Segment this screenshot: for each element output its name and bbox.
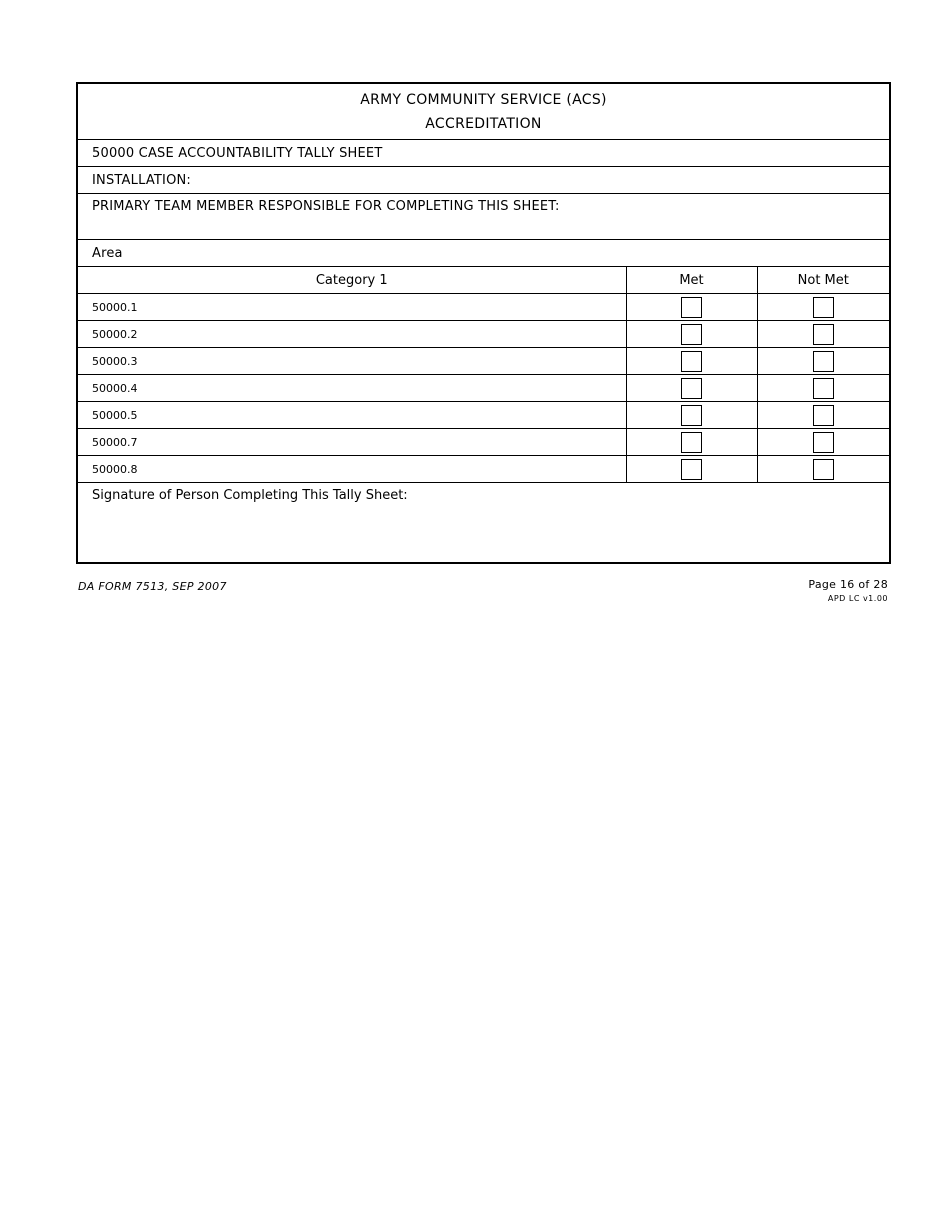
row-code: 50000.8 <box>78 456 626 483</box>
met-checkbox[interactable] <box>681 351 702 372</box>
not-met-checkbox[interactable] <box>813 459 834 480</box>
not-met-checkbox[interactable] <box>813 378 834 399</box>
met-checkbox[interactable] <box>681 297 702 318</box>
met-checkbox[interactable] <box>681 459 702 480</box>
row-code: 50000.3 <box>78 348 626 375</box>
area-label: Area <box>78 240 889 267</box>
met-checkbox[interactable] <box>681 324 702 345</box>
not-met-checkbox[interactable] <box>813 432 834 453</box>
form-subtitle: ACCREDITATION <box>425 115 542 132</box>
met-checkbox[interactable] <box>681 432 702 453</box>
table-row <box>78 294 889 321</box>
sheet-title: 50000 CASE ACCOUNTABILITY TALLY SHEET <box>78 140 889 167</box>
not-met-checkbox[interactable] <box>813 297 834 318</box>
table-row <box>78 429 889 456</box>
row-code: 50000.2 <box>78 321 626 348</box>
met-checkbox[interactable] <box>681 378 702 399</box>
form-header <box>78 84 889 140</box>
tally-sheet-form <box>76 82 891 564</box>
row-code: 50000.1 <box>78 294 626 321</box>
tally-table <box>78 84 889 562</box>
installation-field[interactable]: INSTALLATION: <box>78 167 889 194</box>
table-row <box>78 375 889 402</box>
category-column-header: Category 1 <box>78 267 626 294</box>
met-column-header: Met <box>626 267 757 294</box>
met-checkbox[interactable] <box>681 405 702 426</box>
table-row <box>78 321 889 348</box>
row-code: 50000.4 <box>78 375 626 402</box>
not-met-column-header: Not Met <box>757 267 889 294</box>
form-title: ARMY COMMUNITY SERVICE (ACS) <box>360 91 607 108</box>
footer-meta <box>808 578 888 603</box>
signature-field[interactable]: Signature of Person Completing This Tally Sheet: <box>78 483 889 562</box>
row-code: 50000.5 <box>78 402 626 429</box>
table-row <box>78 402 889 429</box>
table-row <box>78 348 889 375</box>
form-id: DA FORM 7513, SEP 2007 <box>78 580 227 593</box>
not-met-checkbox[interactable] <box>813 405 834 426</box>
version-label: APD LC v1.00 <box>827 594 888 603</box>
page-number: Page 16 of 28 <box>808 578 888 591</box>
row-code: 50000.7 <box>78 429 626 456</box>
not-met-checkbox[interactable] <box>813 351 834 372</box>
primary-team-member-field[interactable]: PRIMARY TEAM MEMBER RESPONSIBLE FOR COMPLETING THIS SHEET: <box>78 194 889 240</box>
not-met-checkbox[interactable] <box>813 324 834 345</box>
table-row <box>78 456 889 483</box>
